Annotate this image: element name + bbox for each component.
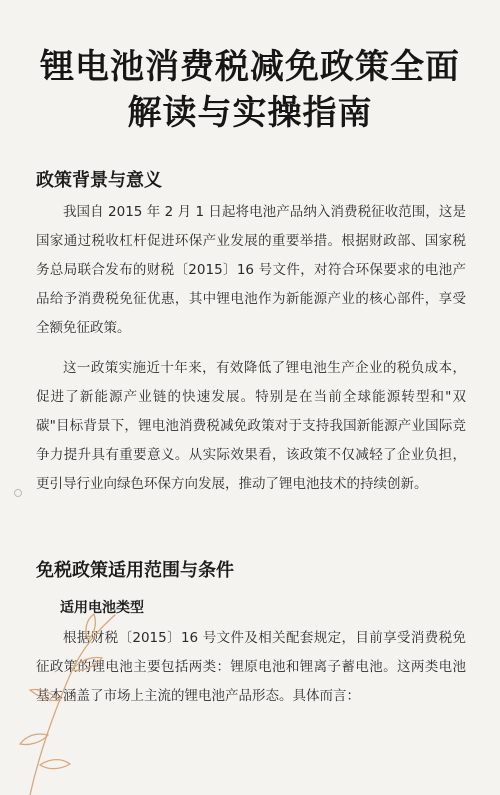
paragraph-background-2: 这一政策实施近十年来，有效降低了锂电池生产企业的税负成本，促进了新能源产业链的快速发展。特别是在当前全球能源转型和"双碳"目标背景下，锂电池消费税减免政策对于支持我国新能源产业国际竞争力提升具有重要意义。从实际效果看，该政策不仅减轻了企业负担，更引导行业向绿色环保方向发展，推动了锂电池技术的持续创新。 — [36, 360, 466, 492]
paragraph-scope-1: 根据财税〔2015〕16 号文件及相关配套规定，目前享受消费税免征政策的锂电池主要包括两类：锂原电池和锂离子蓄电池。这两类电池基本涵盖了市场上主流的锂电池产品形态。具体而言： — [36, 630, 466, 704]
document-title: 锂电池消费税减免政策全面解读与实操指南 — [40, 47, 460, 133]
section-heading-scope: 免税政策适用范围与条件 — [36, 560, 234, 581]
section-heading-background: 政策背景与意义 — [36, 170, 162, 191]
branch-decoration-icon — [0, 560, 140, 795]
margin-dot-icon — [14, 489, 22, 497]
paragraph-background-1: 我国自 2015 年 2 月 1 日起将电池产品纳入消费税征收范围，这是国家通过税收杠杆促进环保产业发展的重要举措。根据财政部、国家税务总局联合发布的财税〔2015〕16 号文件，对符合环保要求的电池产品给予消费税免征优惠，其中锂电池作为新能源产业的核心部件，享受全额免征政策。 — [36, 204, 466, 336]
subheading-battery-types: 适用电池类型 — [60, 600, 144, 616]
